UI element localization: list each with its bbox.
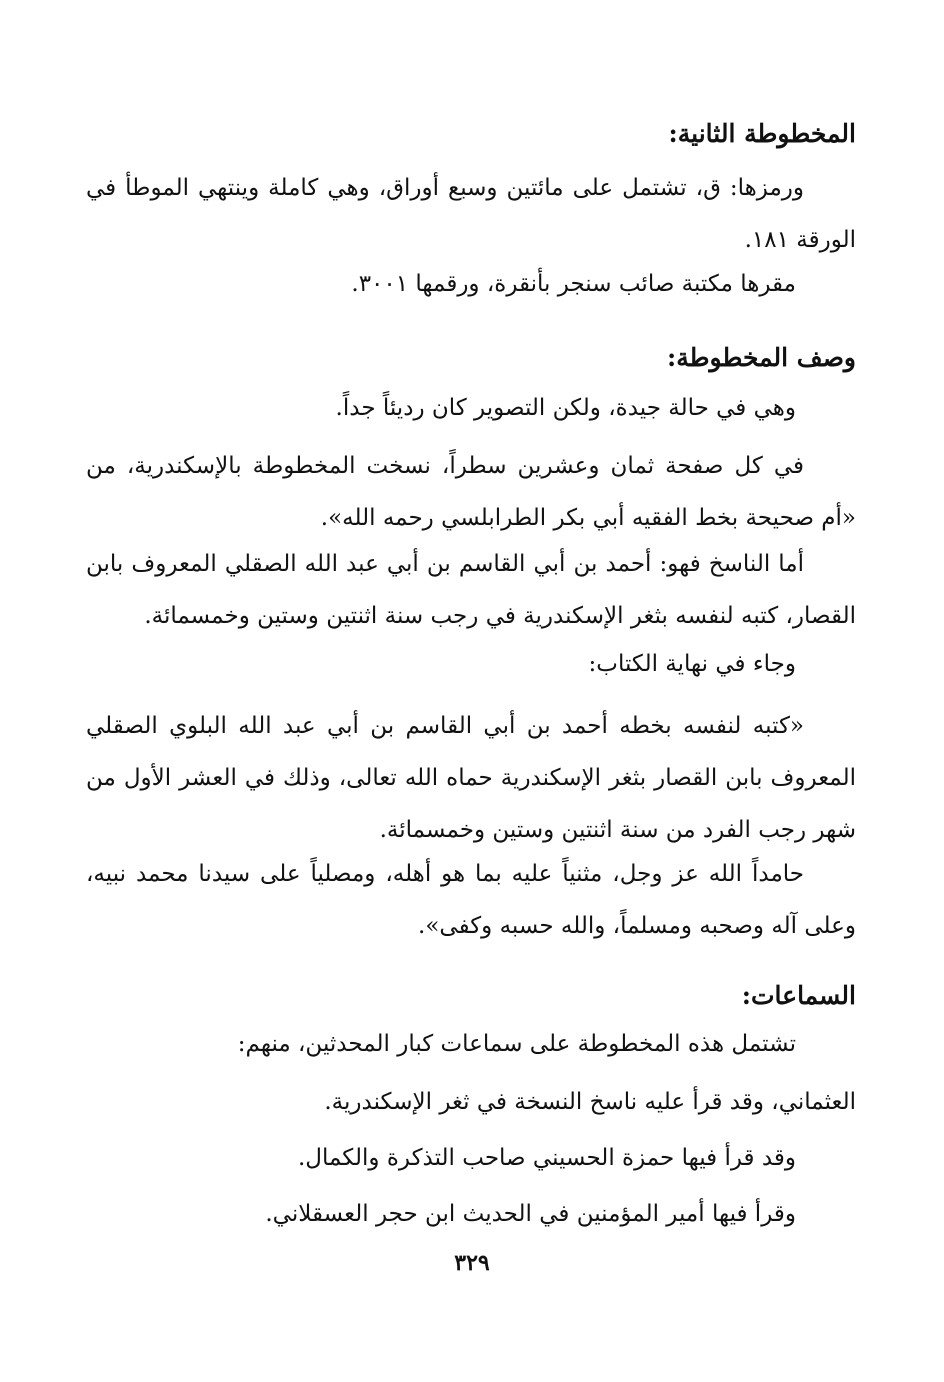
- paragraph-manuscript-location: مقرها مكتبة صائب سنجر بأنقرة، ورقمها ٣٠٠١.: [351, 271, 796, 297]
- paragraph-condition: وهي في حالة جيدة، ولكن التصوير كان رديئاً جداً.: [335, 395, 796, 421]
- second-manuscript-text: [86, 162, 856, 266]
- samaat-item-uthmani: العثماني، وقد قرأ عليه ناسخ النسخة في ثغر الإسكندرية.: [324, 1089, 856, 1115]
- heading-samaat: السماعات:: [741, 981, 856, 1010]
- samaat-item-hamza: وقد قرأ فيها حمزة الحسيني صاحب التذكرة والكمال.: [297, 1145, 796, 1171]
- paragraph-colophon-intro: وجاء في نهاية الكتاب:: [588, 651, 796, 677]
- heading-second-manuscript: المخطوطة الثانية:: [668, 119, 856, 148]
- paragraph-lines-per-page-block: [86, 440, 856, 544]
- page-number: ٣٢٩: [454, 1250, 490, 1276]
- samaat-intro: تشتمل هذه المخطوطة على سماعات كبار المحدثين، منهم:: [237, 1031, 796, 1057]
- paragraph-copyist: أما الناسخ فهو: أحمد بن أبي القاسم بن أبي عبد الله الصقلي المعروف بابن القصار، كتبه لنفسه بثغر الإسكندرية في رجب سنة اثنتين وستين وخمسمائة.: [86, 551, 856, 629]
- paragraph-copyist-block: [86, 538, 856, 642]
- colophon-closing: حامداً الله عز وجل، مثنياً عليه بما هو أهله، ومصلياً على سيدنا محمد نبيه، وعلى آله وصحبه ومسلماً، والله حسبه وكفى».: [86, 861, 856, 939]
- samaat-item-ibn-hajar: وقرأ فيها أمير المؤمنين في الحديث ابن حجر العسقلاني.: [265, 1201, 796, 1227]
- paragraph-lines-per-page: في كل صفحة ثمان وعشرين سطراً، نسخت المخطوطة بالإسكندرية، من «أم صحيحة بخط الفقيه أبي بكر الطرابلسي رحمه الله».: [86, 453, 856, 531]
- colophon-closing-block: [86, 848, 856, 952]
- colophon-quote-block: [86, 700, 856, 856]
- paragraph-manuscript-code: ورمزها: ق، تشتمل على مائتين وسبع أوراق، وهي كاملة وينتهي الموطأ في الورقة ١٨١.: [86, 175, 856, 253]
- colophon-quote: «كتبه لنفسه بخطه أحمد بن أبي القاسم بن أبي عبد الله البلوي الصقلي المعروف بابن القصار بثغر الإسكندرية حماه الله تعالى، وذلك في العشر الأول من شهر رجب الفرد من سنة اثنتين وستين وخمسمائة.: [86, 713, 856, 843]
- heading-manuscript-description: وصف المخطوطة:: [667, 343, 856, 372]
